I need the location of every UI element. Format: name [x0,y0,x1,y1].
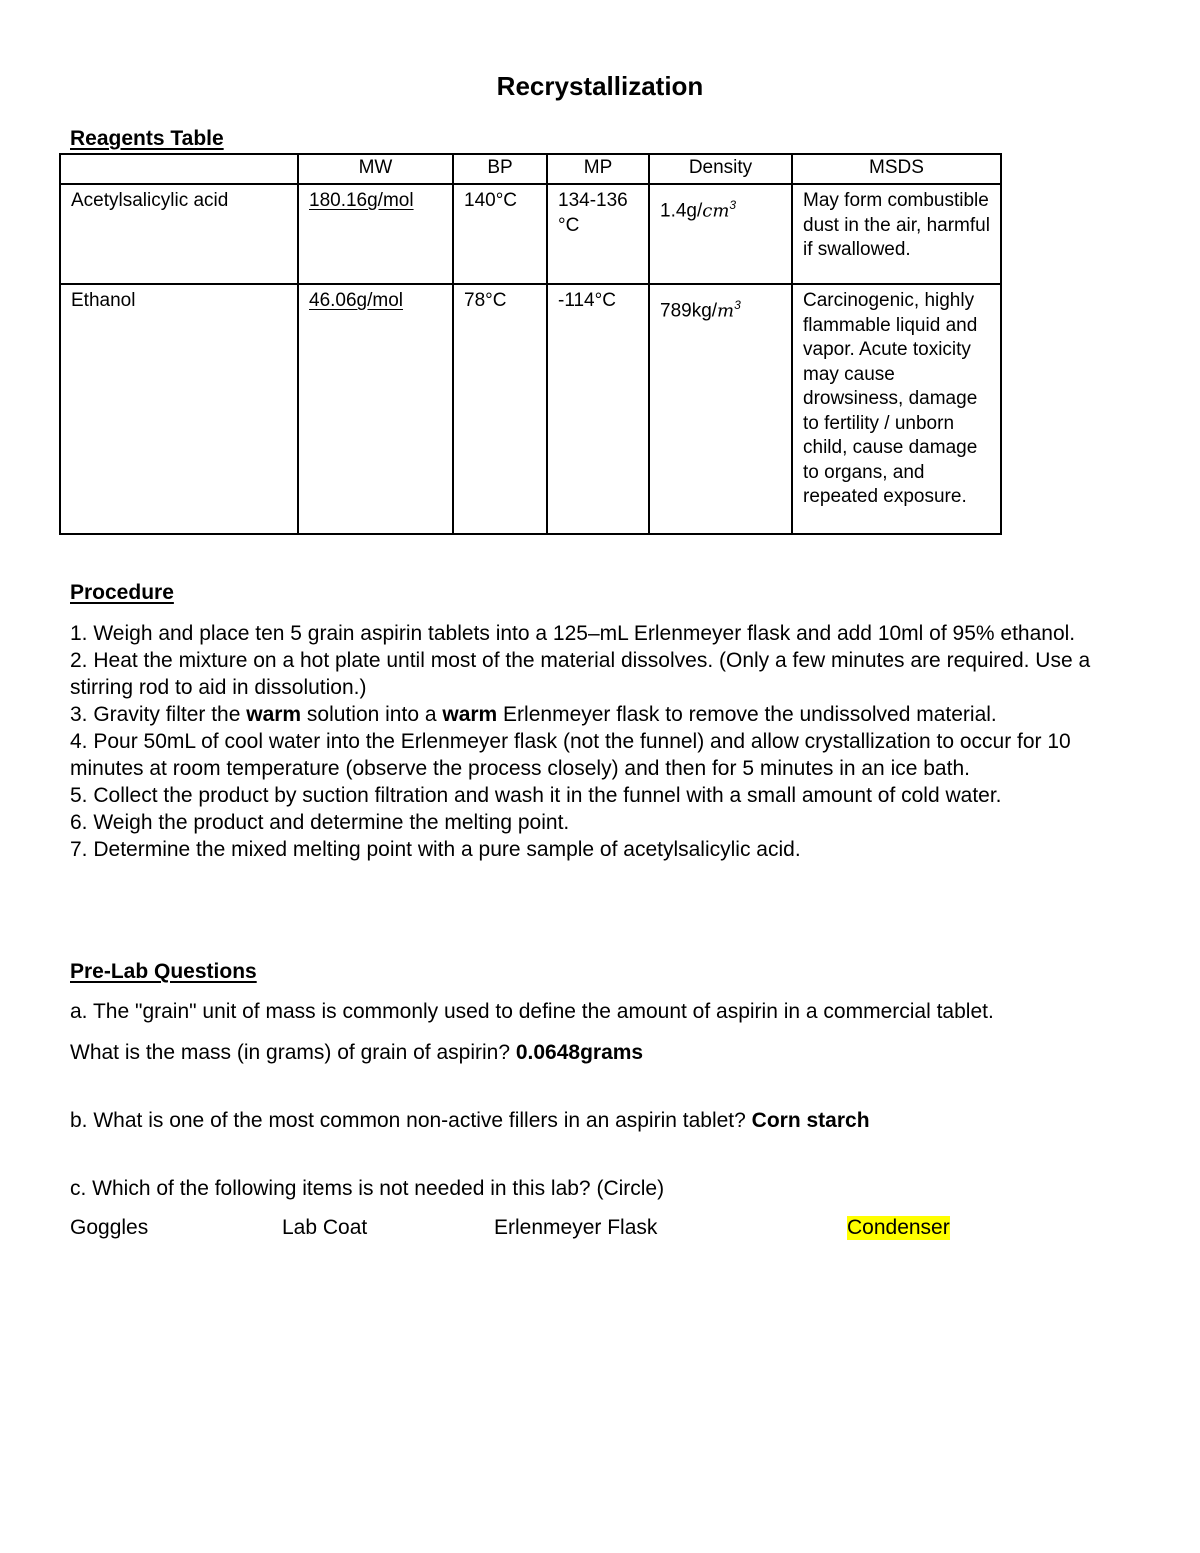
answer-a: 0.0648grams [515,1041,644,1064]
step-text: Erlenmeyer flask to remove the undissolved material. [497,703,997,726]
choice-goggles: Goggles [70,1216,149,1239]
procedure-step: 7. Determine the mixed melting point with a pure sample of acetylsalicylic acid. [70,838,801,861]
density-exponent: 3 [734,298,741,312]
column-header-msds: MSDS [792,154,1001,184]
column-header-density: Density [649,154,792,184]
column-header-mp: MP [547,154,649,184]
reagent-bp: 140°C [453,184,547,284]
question-b [70,1109,1150,1133]
choice-erlenmeyer-flask: Erlenmeyer Flask [494,1216,658,1239]
table-row [60,184,1001,284]
reagent-msds: May form combustible dust in the air, harmful if swallowed. [792,184,1001,284]
table-header-row [60,154,1001,184]
column-header-bp: BP [453,154,547,184]
density-unit: m [717,300,735,322]
density-number: 789kg/ [660,300,718,322]
reagent-mp: -114°C [547,284,649,534]
reagent-name: Ethanol [60,284,298,534]
reagent-density [649,284,792,534]
reagent-bp: 78°C [453,284,547,534]
question-text: b. What is one of the most common non-active fillers in an aspirin tablet? [70,1109,752,1132]
density-unit: cm [702,200,730,222]
density-value [660,293,741,324]
question-text: What is the mass (in grams) of grain of aspirin? [70,1041,516,1064]
reagent-mw [298,284,453,534]
step-text: 3. Gravity filter the [70,703,247,726]
column-header-name [60,154,298,184]
question-c: c. Which of the following items is not needed in this lab? (Circle) [70,1177,665,1200]
question-a-line1: a. The "grain" unit of mass is commonly used to define the amount of aspirin in a commercial tablet. [70,1000,994,1023]
choice-condenser-highlighted: Condenser [847,1216,950,1239]
procedure-step: 4. Pour 50mL of cool water into the Erlenmeyer flask (not the funnel) and allow crystallization to occur for 10 minutes at room temperature (observe the process closely) and then for 5 minutes in an ice bath. [70,730,1071,780]
reagent-msds: Carcinogenic, highly flammable liquid and vapor. Acute toxicity may cause drowsiness, damage to fertility / unborn child, cause damage to organs, and repeated exposure. [792,284,1001,534]
reagent-name: Acetylsalicylic acid [60,184,298,284]
step-emphasis: warm [246,703,302,726]
reagents-table [59,153,1002,535]
choice-lab-coat: Lab Coat [282,1216,368,1239]
step-text: solution into a [301,703,443,726]
reagent-density [649,184,792,284]
procedure-step [70,701,1140,728]
answer-b: Corn starch [751,1109,870,1132]
procedure-step: 5. Collect the product by suction filtration and wash it in the funnel with a small amount of cold water. [70,784,1002,807]
table-row [60,284,1001,534]
prelab-heading: Pre-Lab Questions [70,960,257,983]
question-a-line2 [70,1041,1150,1065]
column-header-mw: MW [298,154,453,184]
reagents-heading: Reagents Table [70,127,224,150]
density-value [660,193,736,224]
procedure-steps [70,620,1140,863]
procedure-heading: Procedure [70,581,174,604]
procedure-step: 6. Weigh the product and determine the melting point. [70,811,570,834]
mw-value: 46.06g/mol [309,290,404,311]
procedure-step: 2. Heat the mixture on a hot plate until most of the material dissolves. (Only a few minutes are required. Use a stirring rod to aid in dissolution.) [70,649,1091,699]
density-number: 1.4g/ [660,200,703,222]
procedure-step: 1. Weigh and place ten 5 grain aspirin tablets into a 125–mL Erlenmeyer flask and add 10ml of 95% ethanol. [70,622,1076,645]
reagent-mw [298,184,453,284]
step-emphasis: warm [442,703,498,726]
page-title: Recrystallization [496,71,704,101]
reagent-mp: 134-136 °C [547,184,649,284]
density-exponent: 3 [729,198,737,212]
mw-value: 180.16g/mol [309,190,414,211]
